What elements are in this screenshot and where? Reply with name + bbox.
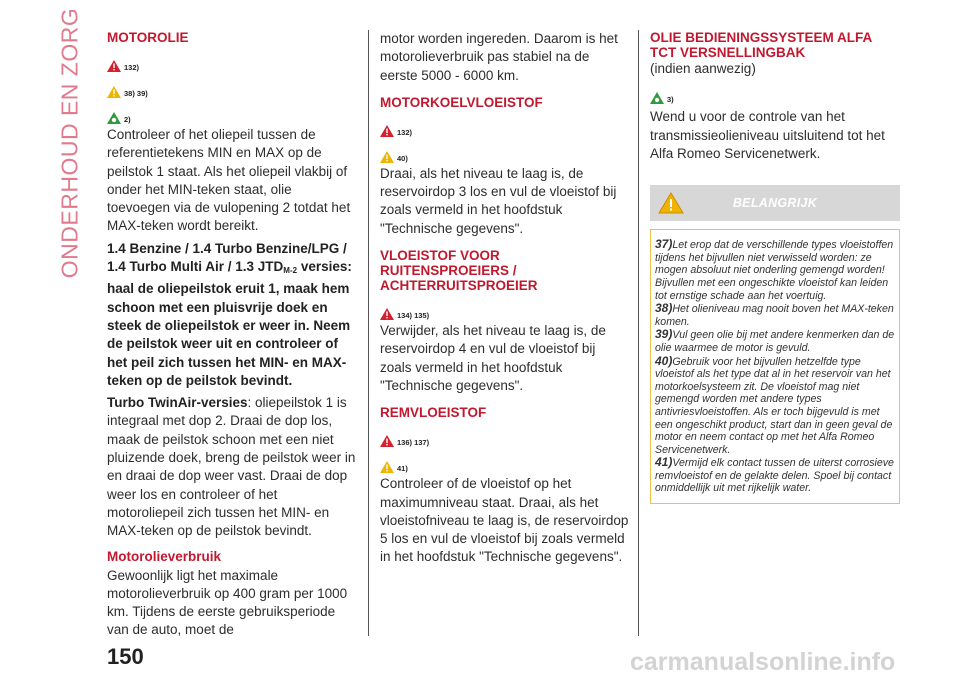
heading-motorolie: MOTOROLIE xyxy=(107,30,189,45)
warning-red-icon xyxy=(380,125,394,137)
page-number: 150 xyxy=(107,644,144,669)
version-list: 1.4 Benzine / 1.4 Turbo Benzine/LPG / 1.4 Turbo Multi Air / 1.3 JTD xyxy=(107,240,347,275)
version-subscript: M-2 xyxy=(283,266,298,276)
note-item xyxy=(655,328,895,354)
ref-row xyxy=(380,113,630,137)
turbo-twinair-paragraph xyxy=(107,394,357,540)
warning-red-icon xyxy=(380,435,394,447)
warning-yellow-icon xyxy=(107,86,121,98)
warning-red-icon xyxy=(107,60,121,72)
important-box-title: BELANGRIJK xyxy=(732,196,818,211)
note-text: Let erop dat de verschillende types vloeistoffen tijdens het bijvullen niet verwisseld worden: ze mogen absoluut niet onderling gemengd worden! Bijvullen met een ongeschikte vloeistof kan leiden tot ernstige schade aan het voertuig. xyxy=(655,239,894,302)
ref-row xyxy=(380,139,630,163)
note-number: 41) xyxy=(655,455,673,470)
chapter-side-title-text: ONDERHOUD EN ZORG xyxy=(56,7,83,279)
remvloeistof-paragraph: Controleer of de vloeistof op het maximumniveau staat. Draai, als het vloeistofniveau te laag is, de reservoirdop 5 los en vul de vloeistof bij zoals vermeld in het hoofdstuk "Technische gegevens". xyxy=(380,476,629,565)
note-text: Vermijd elk contact tussen de uiterst corrosieve remvloeistof en de gelakte delen. Spoel bij contact onmiddellijk uit met rijkelijk water. xyxy=(655,457,894,495)
column-1 xyxy=(107,30,357,640)
note-item xyxy=(655,355,895,457)
ref-row xyxy=(380,296,630,320)
important-box-header xyxy=(650,185,900,221)
turbo-twinair-label: Turbo TwinAir-versies xyxy=(107,395,248,411)
column-divider xyxy=(368,30,369,636)
warning-yellow-icon xyxy=(380,461,394,473)
ref-row xyxy=(650,80,900,104)
important-notes-box xyxy=(650,229,900,504)
warning-yellow-icon xyxy=(380,151,394,163)
chapter-side-title xyxy=(52,7,88,279)
note-number: 39) xyxy=(655,327,673,342)
note-item xyxy=(655,238,895,302)
column-3 xyxy=(650,30,900,504)
environment-green-icon xyxy=(107,112,121,124)
continued-paragraph: motor worden ingereden. Daarom is het motorolieverbruik pas stabiel na de eerste 5000 - 6000 km. xyxy=(380,31,618,83)
heading-tct-subtitle: (indien aanwezig) xyxy=(650,61,756,76)
heading-ruitensproeiers: VLOEISTOF VOOR RUITENSPROEIERS / ACHTERRUITSPROEIER xyxy=(380,248,538,294)
ref-number: 40) xyxy=(397,153,408,163)
subheading-motorolieverbruik: Motorolieverbruik xyxy=(107,548,222,564)
koelvloeistof-paragraph: Draai, als het niveau te laag is, de reservoirdop 3 los en vul de vloeistof bij zoals vermeld in het hoofdstuk "Technische gegevens". xyxy=(380,165,617,236)
heading-motorkoelvloeistof: MOTORKOELVLOEISTOF xyxy=(380,94,543,110)
watermark: carmanualsonline.info xyxy=(630,648,896,676)
ref-number: 134) 135) xyxy=(397,311,430,321)
version-instructions xyxy=(107,240,357,390)
heading-tct-olie: OLIE BEDIENINGSSYSTEEM ALFA TCT VERSNELLINGBAK xyxy=(650,30,872,60)
note-number: 40) xyxy=(655,353,673,368)
ref-row xyxy=(380,423,630,447)
ref-number: 3) xyxy=(667,95,674,105)
ref-row xyxy=(107,100,357,124)
note-number: 38) xyxy=(655,301,673,316)
ref-number: 136) 137) xyxy=(397,438,430,448)
tct-paragraph: Wend u voor de controle van het transmissieolieniveau uitsluitend tot het Alfa Romeo Servicenetwerk. xyxy=(650,109,885,161)
ref-number: 41) xyxy=(397,464,408,474)
ref-number: 132) xyxy=(124,63,140,72)
ref-row xyxy=(380,449,630,473)
ref-number: 2) xyxy=(124,115,131,124)
note-item xyxy=(655,456,895,495)
column-2 xyxy=(380,30,630,567)
note-text: Gebruik voor het bijvullen hetzelfde type vloeistof als het type dat al in het reservoir van het motorkoelsysteem zit. De vloeistof mag niet gemengd worden met andere types antivriesvloeistoffen. Als er toch bijgevuld is met een ongeschikt product, start dan in geen geval de motor en neem contact op met het Alfa Romeo Servicenetwerk. xyxy=(655,355,893,456)
environment-green-icon xyxy=(650,92,664,104)
motorolieverbruik-paragraph: Gewoonlijk ligt het maximale motorolieverbruik op 400 gram per 1000 km. Tijdens de eerste gebruiksperiode van de auto, moet de xyxy=(107,567,348,638)
ruitensproeiers-paragraph: Verwijder, als het niveau te laag is, de reservoirdop 4 en vul de vloeistof bij zoals vermeld in het hoofdstuk "Technische gegevens". xyxy=(380,323,606,393)
note-number: 37) xyxy=(655,237,673,252)
ref-number: 38) 39) xyxy=(124,89,148,98)
ref-row xyxy=(107,48,357,72)
note-item xyxy=(655,302,895,328)
note-text: Het olieniveau mag nooit boven het MAX-teken komen. xyxy=(655,303,894,328)
version-instructions-text: versies: haal de oliepeilstok eruit 1, maak hem schoon met een pluisvrije doek en steek de oliepeilstok er weer in. Neem de peilstok weer uit en controleer of het peil zich tussen het MIN- en MAX-teken op de peilstok bevindt. xyxy=(107,259,352,388)
turbo-twinair-text: : oliepeilstok 1 is integraal met dop 2. Draai de dop los, maak de peilstok schoon met een niet pluizende doek, breng de peilstok weer in en draai de dop weer vast. Draai de dop weer los en controleer of het motoroliepeil zich tussen het MIN- en MAX-teken op de peilstok bevindt. xyxy=(107,395,356,539)
note-text: Vul geen olie bij met andere kenmerken dan de olie waarmee de motor is gevuld. xyxy=(655,329,895,354)
warning-red-icon xyxy=(380,308,394,320)
ref-number: 132) xyxy=(397,127,413,137)
column-divider xyxy=(638,30,639,636)
motorolie-paragraph: Controleer of het oliepeil tussen de referentietekens MIN en MAX op de peilstok 1 staat. Als het oliepeil vlakbij of onder het MIN-teken staat, olie toevoegen via de vulopening 2 totdat het MAX-teken wordt bereikt. xyxy=(107,127,351,234)
heading-remvloeistof: REMVLOEISTOF xyxy=(380,405,487,421)
ref-row xyxy=(107,74,357,98)
